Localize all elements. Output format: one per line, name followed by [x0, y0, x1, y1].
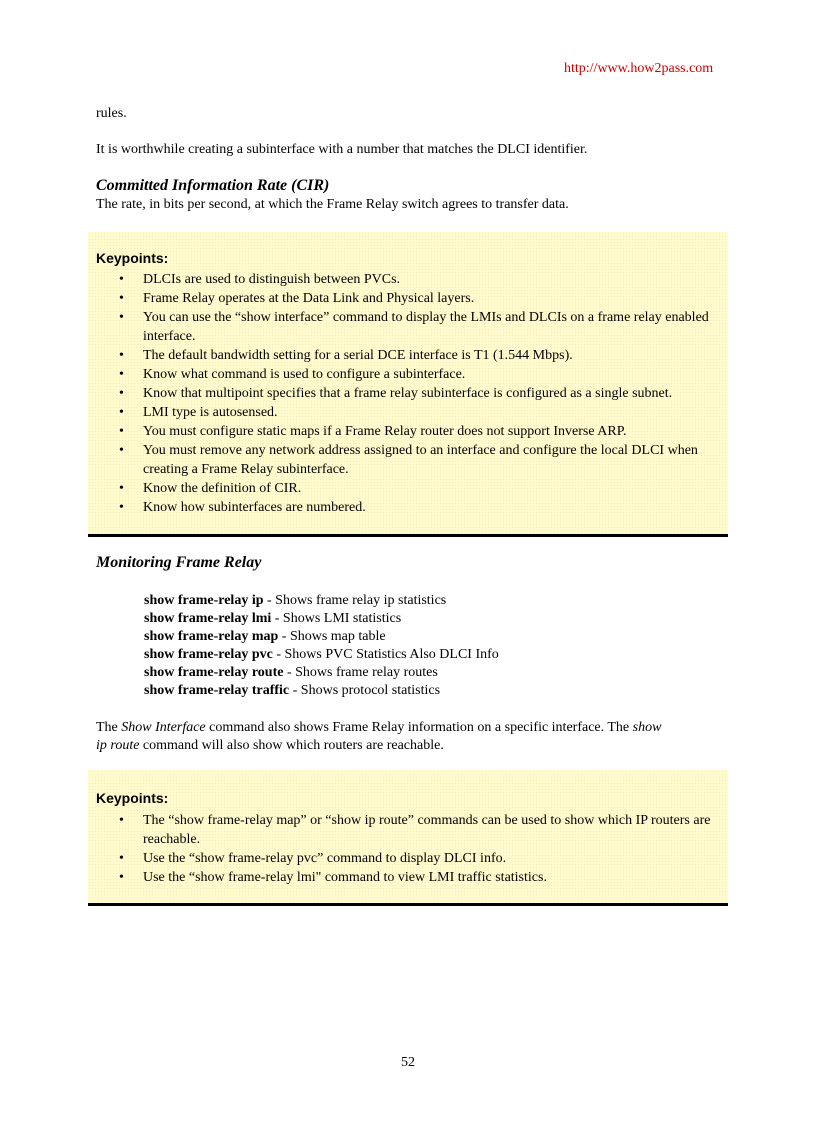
- list-item: • Know the definition of CIR.: [119, 481, 302, 496]
- list-item: • Know how subinterfaces are numbered.: [119, 500, 366, 515]
- keypoints-box-1: [88, 232, 728, 537]
- list-item: show frame-relay pvc - Shows PVC Statistics Also DLCI Info: [144, 647, 499, 662]
- bullet-icon: •: [119, 386, 124, 401]
- list-item: show frame-relay route - Shows frame relay routes: [144, 665, 438, 680]
- bullet-icon: •: [119, 443, 124, 458]
- bullet-icon: •: [119, 813, 124, 828]
- header-url: http://www.how2pass.com: [564, 61, 714, 76]
- bullet-icon: •: [119, 481, 124, 496]
- command-name: show frame-relay ip: [144, 593, 264, 608]
- show-interface-paragraph: The Show Interface command also shows Frame Relay information on a specific interface. The show ip route command will also show which routers are reachable.: [96, 720, 662, 753]
- keypoints-list-2: [88, 811, 728, 887]
- list-item: show frame-relay map - Shows map table: [144, 629, 386, 644]
- keypoints-title-1: Keypoints:: [96, 250, 169, 266]
- bullet-icon: •: [119, 367, 124, 382]
- list-item: • Use the “show frame-relay lmi" command to view LMI traffic statistics.: [119, 870, 547, 885]
- command-name: show frame-relay lmi: [144, 611, 272, 626]
- list-item: • LMI type is autosensed.: [119, 405, 278, 420]
- bullet-icon: •: [119, 851, 124, 866]
- keypoints-title-2: Keypoints:: [96, 790, 169, 806]
- command-name: show frame-relay route: [144, 665, 284, 680]
- list-item: • Know that multipoint specifies that a frame relay subinterface is configured as a single subnet.: [119, 386, 673, 401]
- command-name: show frame-relay traffic: [144, 683, 290, 698]
- bullet-icon: •: [119, 424, 124, 439]
- list-item: • The default bandwidth setting for a serial DCE interface is T1 (1.544 Mbps).: [119, 348, 573, 363]
- subinterface-text: It is worthwhile creating a subinterface with a number that matches the DLCI identifier.: [96, 142, 588, 157]
- list-item: • Frame Relay operates at the Data Link and Physical layers.: [119, 291, 475, 306]
- page-number: 52: [401, 1055, 415, 1070]
- list-item: • You must remove any network address assigned to an interface and configure the local DLCI when creating a Frame Relay subinterface.: [119, 443, 698, 477]
- command-name: show frame-relay pvc: [144, 647, 273, 662]
- list-item: • You can use the “show interface” command to display the LMIs and DLCIs on a frame relay enabled interface.: [119, 310, 709, 344]
- bullet-icon: •: [119, 405, 124, 420]
- cir-text: The rate, in bits per second, at which the Frame Relay switch agrees to transfer data.: [96, 197, 569, 212]
- bullet-icon: •: [119, 310, 124, 325]
- bullet-icon: •: [119, 348, 124, 363]
- keypoints-box-2: [88, 770, 728, 906]
- list-item: • The “show frame-relay map” or “show ip route” commands can be used to show which IP routers are reachable.: [119, 813, 711, 847]
- list-item: show frame-relay lmi - Shows LMI statistics: [144, 611, 402, 626]
- keypoints-list-1: [88, 270, 728, 517]
- command-list: [144, 592, 499, 700]
- rules-text: rules.: [96, 106, 127, 121]
- bullet-icon: •: [119, 272, 124, 287]
- command-name: show frame-relay map: [144, 629, 279, 644]
- bullet-icon: •: [119, 870, 124, 885]
- list-item: • You must configure static maps if a Frame Relay router does not support Inverse ARP.: [119, 424, 627, 439]
- list-item: • Know what command is used to configure a subinterface.: [119, 367, 466, 382]
- bullet-icon: •: [119, 291, 124, 306]
- monitoring-heading: Monitoring Frame Relay: [96, 554, 262, 571]
- cir-heading: Committed Information Rate (CIR): [96, 177, 330, 194]
- list-item: • Use the “show frame-relay pvc” command to display DLCI info.: [119, 851, 507, 866]
- list-item: show frame-relay traffic - Shows protocol statistics: [144, 683, 441, 698]
- bullet-icon: •: [119, 500, 124, 515]
- list-item: • DLCIs are used to distinguish between PVCs.: [119, 272, 401, 287]
- list-item: show frame-relay ip - Shows frame relay ip statistics: [144, 593, 447, 608]
